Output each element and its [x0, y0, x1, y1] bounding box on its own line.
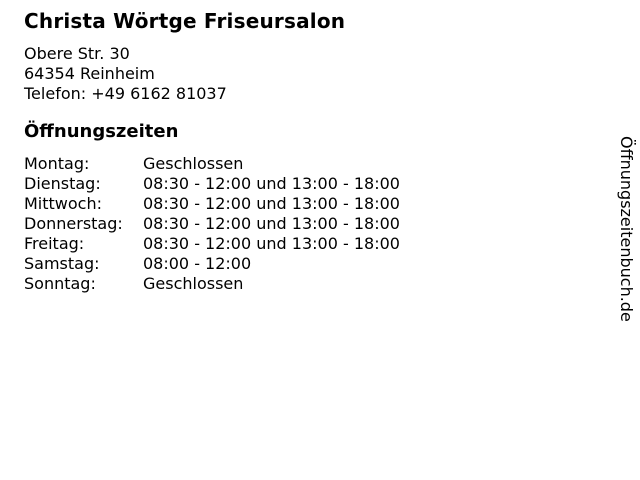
time-value: 08:30 - 12:00 und 13:00 - 18:00 [143, 174, 400, 193]
time-value: 08:30 - 12:00 und 13:00 - 18:00 [143, 214, 400, 233]
day-label: Samstag: [24, 254, 100, 273]
hours-heading: Öffnungszeiten [24, 121, 179, 142]
hours-table [24, 154, 584, 294]
day-label: Freitag: [24, 234, 85, 253]
hours-row-saturday [24, 254, 584, 274]
hours-row-monday [24, 154, 584, 174]
time-value: 08:30 - 12:00 und 13:00 - 18:00 [143, 234, 400, 253]
address-city: 64354 Reinheim [24, 64, 155, 83]
address-street: Obere Str. 30 [24, 44, 130, 63]
hours-row-thursday [24, 214, 584, 234]
hours-row-sunday [24, 274, 584, 294]
business-info [24, 8, 584, 294]
hours-row-friday [24, 234, 584, 254]
business-name: Christa Wörtge Friseursalon [24, 9, 346, 33]
day-label: Donnerstag: [24, 214, 123, 233]
day-label: Montag: [24, 154, 90, 173]
site-watermark: Öffnungszeitenbuch.de [617, 136, 636, 322]
day-label: Sonntag: [24, 274, 96, 293]
time-value: Geschlossen [143, 274, 244, 293]
hours-row-wednesday [24, 194, 584, 214]
address-block [24, 44, 584, 104]
phone-line: Telefon: +49 6162 81037 [24, 84, 227, 103]
time-value: 08:30 - 12:00 und 13:00 - 18:00 [143, 194, 400, 213]
day-label: Dienstag: [24, 174, 101, 193]
time-value: 08:00 - 12:00 [143, 254, 252, 273]
hours-row-tuesday [24, 174, 584, 194]
time-value: Geschlossen [143, 154, 244, 173]
day-label: Mittwoch: [24, 194, 102, 213]
